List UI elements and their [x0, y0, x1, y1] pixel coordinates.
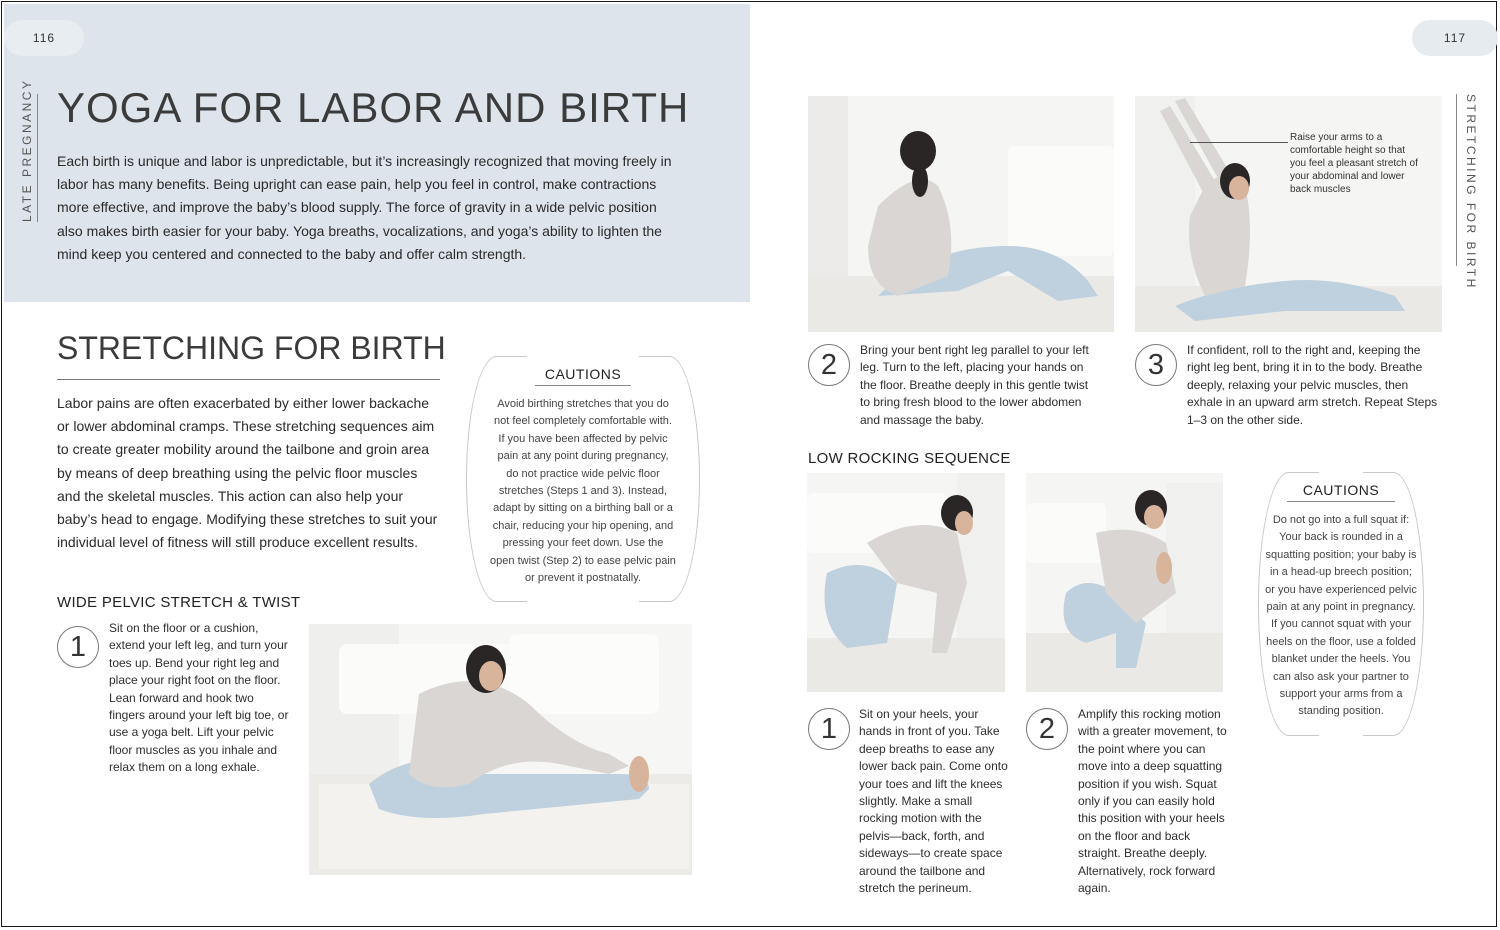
- step-3-text: If confident, roll to the right and, keeping the right leg bent, bring it in to the body. Breathe deeply, relaxing your pelvic muscles, then exhale in an upward arm stretch. Repeat Steps 1–3 on the other side.: [1187, 343, 1438, 427]
- section-body: Labor pains are often exacerbated by either lower backache or lower abdominal cramps. These stretching sequences aim to create greater mobility around the tailbone and groin area by means of deep breathing using the pelvic floor muscles and the skeletal muscles. This action can also help your baby’s head to engage. Modifying these stretches to suit your individual level of fitness will still produce excellent results.: [57, 395, 438, 551]
- section-divider: [57, 379, 440, 380]
- intro-paragraph: Each birth is unique and labor is unpredictable, but it’s increasingly recognized that moving freely in labor has many benefits. Being upright can ease pain, help you feel in control, make contractions more effective, and improve the baby’s blood supply. The force of gravity in a wide pelvic position also makes birth easier for your baby. Yoga breaths, vocalizations, and yoga’s ability to lighten the mind keep you centered and connected to the baby and offer calm strength.: [57, 153, 672, 262]
- photo-twist: [808, 96, 1114, 332]
- chapter-rule-left: [37, 94, 38, 222]
- callout-text: Raise your arms to a comfortable height so that you feel a pleasant stretch of your abdominal and lower back muscles: [1290, 132, 1418, 195]
- photo-wide-pelvic-stretch: [309, 624, 692, 875]
- cautions-right-text: Do not go into a full squat if: Your back is rounded in a squatting position; your baby is in a head-up breech position; or you have experienced pelvic pain at any point in pregnancy. If you cannot squat with your heels on the floor, use a folded blanket under the heels. You can also ask your partner to support your arms from a standing position.: [1265, 514, 1417, 718]
- step-number-1: 1: [57, 626, 99, 668]
- cautions-box-right: [1258, 472, 1424, 734]
- chapter-rule-right: [1456, 94, 1457, 266]
- page-title: YOGA FOR LABOR AND BIRTH: [57, 84, 690, 131]
- page-number-right: 117: [1412, 20, 1498, 56]
- wide-pelvic-heading: WIDE PELVIC STRETCH & TWIST: [57, 594, 301, 611]
- section-title: STRETCHING FOR BIRTH: [57, 330, 446, 366]
- step-number-2: 2: [808, 344, 850, 386]
- cautions-title: CAUTIONS: [535, 366, 631, 386]
- step-number-3: 3: [1135, 344, 1177, 386]
- cautions-box-left: [466, 356, 700, 600]
- cautions-text: Avoid birthing stretches that you do not feel completely comfortable with. If you have been affected by pelvic pain at any point during pregnancy, do not practice wide pelvic floor stretches (Steps 1 and 3). Instead, adapt by sitting on a birthing ball or a chair, reducing your hip opening, and pressing your feet down. Use the open twist (Step 2) to ease pelvic pain or prevent it postnatally.: [490, 398, 676, 585]
- low-rocking-heading: LOW ROCKING SEQUENCE: [808, 450, 1011, 467]
- rocking-step-2-text: Amplify this rocking motion with a greater movement, to the point where you can move into a deep squatting position if you wish. Squat only if you can easily hold this position with your heels on the floor and back straight. Breathe deeply. Alternatively, rock forward again.: [1078, 707, 1227, 896]
- rocking-step-number-2: 2: [1026, 708, 1068, 750]
- photo-rocking-step-1: [807, 473, 1005, 692]
- chapter-label-left: LATE PREGNANCY: [20, 78, 34, 222]
- page-number-left: 116: [4, 20, 84, 56]
- step-1-text: Sit on the floor or a cushion, extend your left leg, and turn your toes up. Bend your right leg and place your right foot on the floor. Lean forward and hook two fingers around your left big toe, or use a yoga belt. Lift your pelvic floor muscles as you inhale and relax them on a long exhale.: [109, 621, 289, 775]
- rocking-step-number-1: 1: [808, 708, 850, 750]
- rocking-step-1-text: Sit on your heels, your hands in front of you. Take deep breaths to ease any lower back pain. Come onto your toes and lift the knees slightly. Make a small rocking motion with the pelvis—back, forth, and sideways—to create space around the tailbone and stretch the perineum.: [859, 707, 1008, 896]
- callout-leader-line: [1190, 142, 1288, 143]
- photo-rocking-step-2: [1026, 473, 1223, 692]
- chapter-label-right: STRETCHING FOR BIRTH: [1464, 94, 1478, 290]
- cautions-right-title: CAUTIONS: [1287, 482, 1395, 502]
- step-2-text: Bring your bent right leg parallel to your left leg. Turn to the left, placing your hands on the floor. Breathe deeply in this gentle twist to bring fresh blood to the lower abdomen and massage the baby.: [860, 343, 1089, 427]
